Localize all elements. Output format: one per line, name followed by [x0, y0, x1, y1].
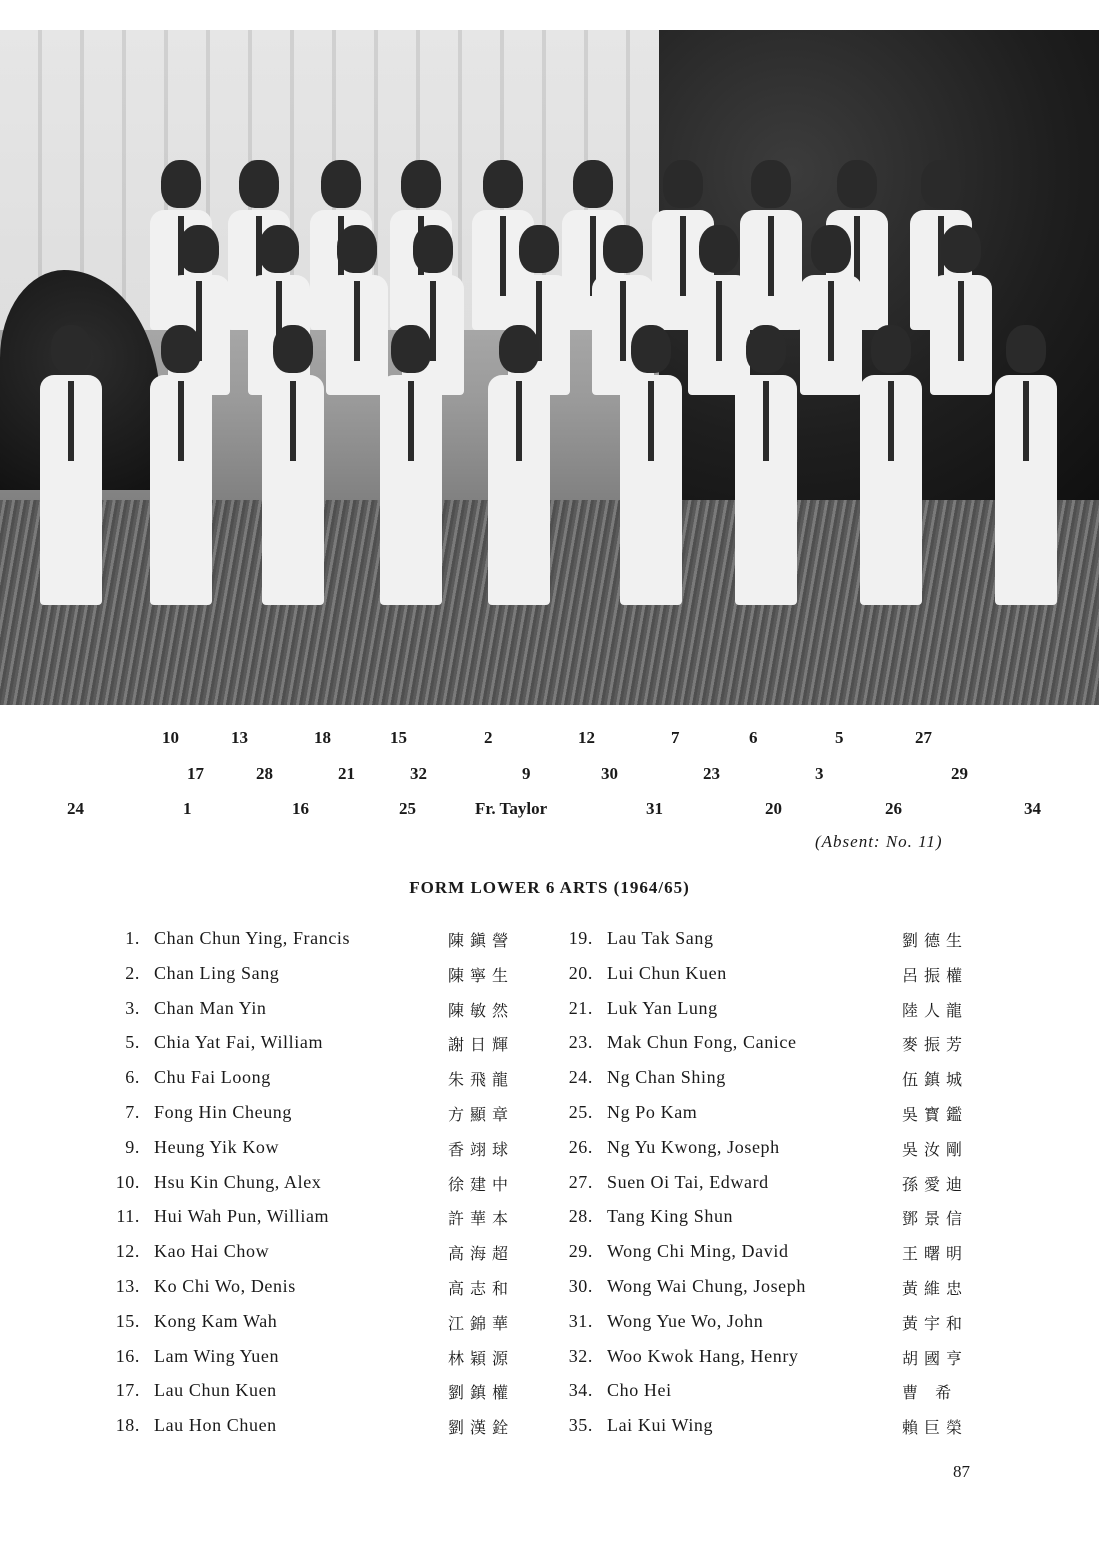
roster-row	[104, 962, 515, 998]
roster-row	[104, 1206, 515, 1241]
roster-row	[104, 997, 515, 1033]
key-label: 1	[183, 799, 192, 818]
student-chinese-name: 呂振權	[902, 965, 969, 985]
student-chinese-name: 陸人龍	[902, 1000, 969, 1020]
student-chinese-name: 劉德生	[902, 931, 969, 950]
roster-row	[104, 1032, 515, 1067]
student-name: Luk Yan Lung	[607, 997, 718, 1018]
student-figure	[620, 325, 682, 605]
student-number: 1.	[125, 928, 140, 948]
student-number: 21.	[568, 997, 593, 1018]
student-figure	[262, 325, 324, 605]
student-name: Fong Hin Cheung	[154, 1101, 293, 1122]
student-figure	[380, 325, 442, 605]
student-number: 9.	[125, 1136, 140, 1157]
roster-row	[104, 1101, 515, 1137]
student-number: 3.	[125, 997, 140, 1018]
student-chinese-name: 高志和	[448, 1278, 515, 1298]
student-chinese-name: 曹 希	[902, 1383, 958, 1403]
key-label: 13	[231, 728, 248, 747]
student-number: 25.	[568, 1101, 593, 1122]
key-label: 21	[338, 764, 355, 783]
roster-left-column	[104, 928, 515, 1450]
student-chinese-name: 劉漢銓	[448, 1418, 515, 1438]
student-name: Lau Tak Sang	[607, 928, 714, 948]
student-number: 28.	[568, 1206, 593, 1227]
roster-row	[104, 1310, 515, 1346]
key-label: 27	[915, 728, 932, 747]
student-name: Ng Po Kam	[607, 1101, 698, 1122]
key-label: 18	[314, 728, 331, 747]
key-label: 25	[399, 799, 416, 818]
student-name: Cho Hei	[607, 1380, 672, 1401]
key-label: 10	[162, 728, 179, 747]
student-chinese-name: 吳汝剛	[902, 1139, 969, 1159]
student-figure	[930, 225, 992, 395]
key-label: 23	[703, 764, 720, 783]
roster-row	[548, 928, 969, 963]
page-number: 87	[953, 1462, 970, 1481]
student-name: Hui Wah Pun, William	[154, 1206, 330, 1227]
student-number: 2.	[125, 962, 140, 983]
roster-row	[548, 1345, 969, 1381]
roster-row	[548, 1136, 969, 1172]
student-figure	[40, 325, 102, 605]
roster-row	[104, 1415, 515, 1450]
student-name: Wong Chi Ming, David	[607, 1241, 789, 1262]
key-label: 29	[951, 764, 968, 783]
roster-row	[548, 1415, 969, 1450]
student-chinese-name: 陳敏然	[448, 1000, 515, 1020]
roster-row	[104, 1345, 515, 1381]
student-name: Heung Yik Kow	[154, 1136, 280, 1157]
key-label: 30	[601, 764, 618, 783]
roster-row	[104, 928, 515, 963]
page-title: FORM LOWER 6 ARTS (1964/65)	[409, 878, 690, 897]
student-name: Mak Chun Fong, Canice	[607, 1032, 797, 1053]
key-label: 20	[765, 799, 782, 818]
student-figure	[326, 225, 388, 395]
key-label: 24	[67, 799, 84, 818]
key-label: 5	[835, 728, 844, 747]
roster-row	[548, 1275, 969, 1311]
student-number: 15.	[115, 1310, 140, 1331]
student-chinese-name: 賴巨榮	[902, 1418, 969, 1438]
student-number: 11.	[116, 1206, 140, 1227]
key-label: 17	[187, 764, 204, 783]
key-label: 7	[671, 728, 680, 747]
student-figure	[150, 325, 212, 605]
key-label: Fr. Taylor	[475, 799, 548, 818]
student-chinese-name: 江錦華	[448, 1313, 515, 1333]
student-chinese-name: 謝日輝	[448, 1035, 515, 1055]
student-figure	[800, 225, 862, 395]
student-number: 27.	[568, 1171, 593, 1192]
student-number: 7.	[125, 1101, 140, 1122]
student-number: 23.	[568, 1032, 593, 1053]
student-chinese-name: 林穎源	[448, 1348, 515, 1368]
student-number: 19.	[568, 928, 593, 948]
roster-row	[104, 1275, 515, 1311]
student-number: 6.	[125, 1067, 140, 1088]
student-chinese-name: 吳寳鑑	[902, 1104, 969, 1124]
student-chinese-name: 鄧景信	[902, 1209, 969, 1229]
key-label: 3	[815, 764, 824, 783]
student-name: Chia Yat Fai, William	[154, 1032, 324, 1053]
student-chinese-name: 劉鎮權	[448, 1383, 515, 1403]
roster-row	[548, 1032, 969, 1067]
student-chinese-name: 麥振芳	[902, 1035, 969, 1055]
student-name: Suen Oi Tai, Edward	[607, 1171, 769, 1192]
student-number: 17.	[115, 1380, 140, 1401]
student-name: Wong Wai Chung, Joseph	[607, 1275, 806, 1296]
key-label: 26	[885, 799, 902, 818]
roster-row	[548, 1206, 969, 1241]
student-chinese-name: 孫愛迪	[902, 1174, 969, 1194]
student-name: Tang King Shun	[607, 1206, 734, 1227]
roster-row	[548, 962, 969, 998]
student-name: Chu Fai Loong	[154, 1067, 271, 1088]
roster-row	[104, 1241, 515, 1276]
roster-row	[548, 1067, 969, 1102]
student-figure	[860, 325, 922, 605]
student-chinese-name: 胡國亨	[902, 1348, 969, 1368]
roster-row	[548, 1101, 969, 1137]
student-number: 24.	[568, 1067, 593, 1088]
student-name: Lai Kui Wing	[607, 1415, 714, 1436]
student-name: Lau Hon Chuen	[154, 1415, 277, 1436]
student-name: Ko Chi Wo, Denis	[154, 1275, 296, 1296]
key-label: 12	[578, 728, 595, 747]
student-number: 29.	[568, 1241, 593, 1262]
key-label: 32	[410, 764, 427, 783]
student-number: 13.	[115, 1275, 140, 1296]
key-label: 2	[484, 728, 493, 747]
key-label: 31	[646, 799, 663, 818]
student-name: Lui Chun Kuen	[607, 962, 727, 983]
student-number: 12.	[115, 1241, 140, 1262]
key-label: 34	[1024, 799, 1041, 818]
student-figure	[735, 325, 797, 605]
student-number: 5.	[125, 1032, 140, 1053]
student-number: 16.	[115, 1345, 140, 1366]
student-figure	[488, 325, 550, 605]
key-label: 28	[256, 764, 273, 783]
student-name: Ng Yu Kwong, Joseph	[607, 1136, 780, 1157]
student-name: Ng Chan Shing	[607, 1067, 726, 1088]
key-label: 16	[292, 799, 309, 818]
student-number: 18.	[115, 1415, 140, 1436]
student-name: Kong Kam Wah	[154, 1310, 278, 1331]
student-number: 20.	[568, 962, 593, 983]
roster-right-column	[548, 928, 969, 1450]
student-figure	[995, 325, 1057, 605]
student-number: 34.	[568, 1380, 593, 1401]
student-number: 31.	[568, 1310, 593, 1331]
roster-row	[548, 997, 969, 1033]
student-chinese-name: 方顯章	[448, 1104, 515, 1124]
roster-row	[104, 1136, 515, 1172]
student-number: 26.	[568, 1136, 593, 1157]
roster-row	[104, 1067, 515, 1102]
key-label: 15	[390, 728, 407, 747]
student-chinese-name: 高海超	[448, 1244, 515, 1264]
student-chinese-name: 黃維忠	[902, 1278, 969, 1298]
student-chinese-name: 伍鎮城	[902, 1070, 969, 1090]
student-name: Kao Hai Chow	[154, 1241, 270, 1262]
student-chinese-name: 黃宇和	[902, 1313, 969, 1333]
roster-row	[104, 1171, 515, 1207]
student-number: 32.	[568, 1345, 593, 1366]
roster-row	[548, 1380, 958, 1415]
student-chinese-name: 徐建中	[448, 1174, 515, 1194]
student-chinese-name: 香翊球	[448, 1139, 515, 1159]
student-number: 10.	[115, 1171, 140, 1192]
student-name: Wong Yue Wo, John	[607, 1310, 764, 1331]
student-name: Woo Kwok Hang, Henry	[607, 1345, 799, 1366]
roster-row	[104, 1380, 515, 1415]
absent-note: (Absent: No. 11)	[815, 832, 943, 851]
student-name: Chan Ling Sang	[154, 962, 280, 983]
student-chinese-name: 陳寧生	[448, 965, 515, 985]
student-name: Hsu Kin Chung, Alex	[154, 1171, 322, 1192]
student-name: Chan Man Yin	[154, 997, 267, 1018]
key-label: 9	[522, 764, 531, 783]
student-chinese-name: 朱飛龍	[448, 1070, 515, 1090]
student-chinese-name: 陳鎭謍	[448, 931, 515, 950]
student-number: 35.	[568, 1415, 593, 1436]
student-name: Lam Wing Yuen	[154, 1345, 280, 1366]
student-chinese-name: 王曙明	[902, 1244, 969, 1264]
student-number: 30.	[568, 1275, 593, 1296]
class-photograph	[0, 30, 1099, 705]
roster-row	[548, 1310, 969, 1346]
student-name: Chan Chun Ying, Francis	[154, 928, 351, 948]
student-chinese-name: 許華本	[448, 1209, 515, 1229]
roster-row	[548, 1241, 969, 1276]
key-label: 6	[749, 728, 758, 747]
student-name: Lau Chun Kuen	[154, 1380, 277, 1401]
roster-row	[548, 1171, 969, 1207]
